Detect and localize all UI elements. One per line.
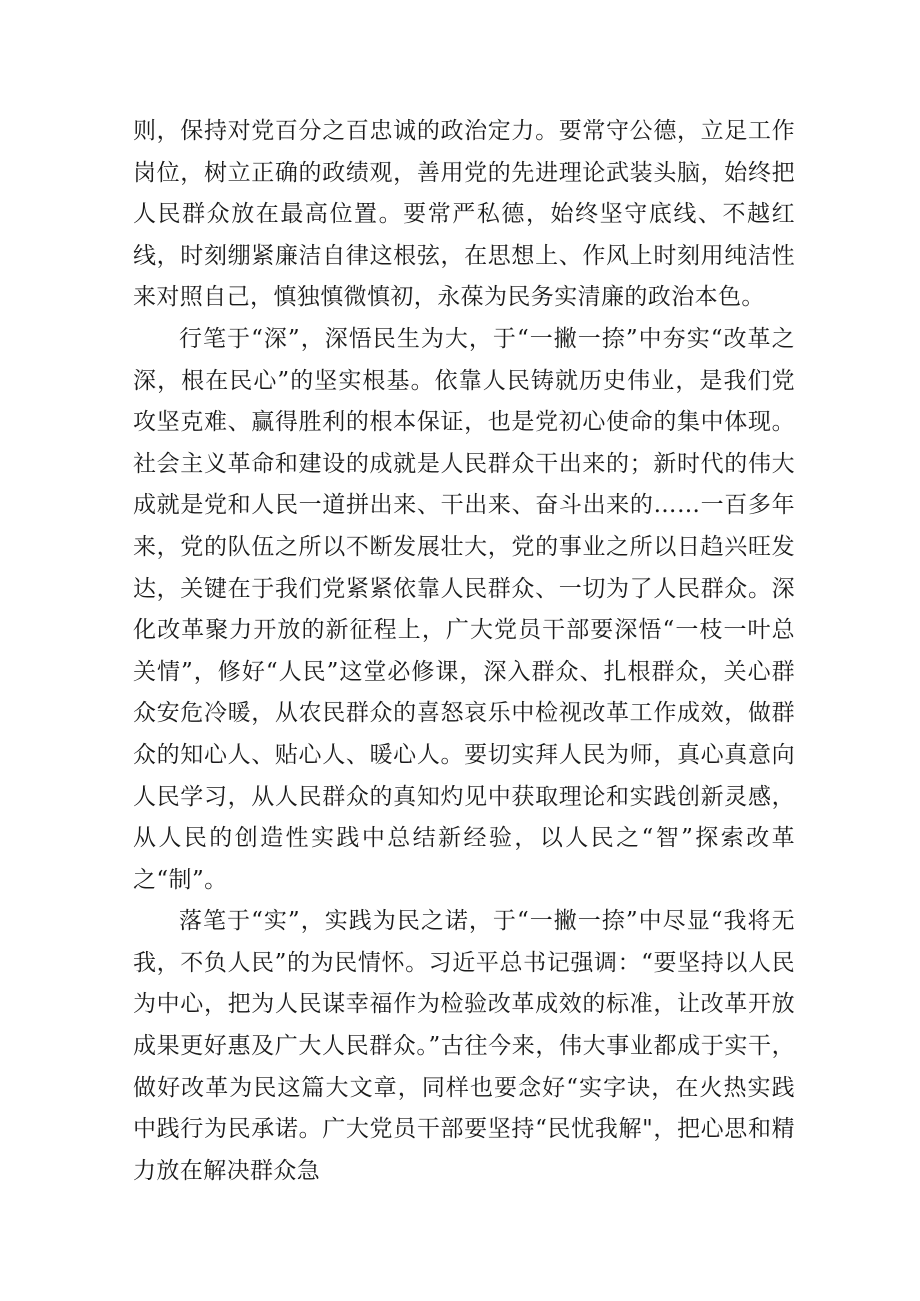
paragraph-shen: 行笔于“深”，深悟民生为大，于“一撇一捺”中夯实“改革之深，根在民心”的坚实根基。依靠人民铸就历史伟业，是我们党攻坚克难、赢得胜利的根本保证，也是党初心使命的集中体现。社会主义革命和建设的成就是人民群众干出来的；新时代的伟大成就是党和人民一道拼出来、干出来、奋斗出来的……一百多年来，党的队伍之所以不断发展壮大，党的事业之所以日趋兴旺发达，关键在于我们党紧紧依靠人民群众、一切为了人民群众。深化改革聚力开放的新征程上，广大党员干部要深悟“一枝一叶总关情”，修好“人民”这堂必修课，深入群众、扎根群众，关心群众安危冷暖，从农民群众的喜怒哀乐中检视改革工作成效，做群众的知心人、贴心人、暖心人。要切实拜人民为师，真心真意向人民学习，从人民群众的真知灼见中获取理论和实践创新灵感，从人民的创造性实践中总结新经验，以人民之“智”探索改革之“制”。 (133, 325, 795, 893)
body-text (133, 111, 795, 1192)
paragraph-shi: 落笔于“实”，实践为民之诺，于“一撇一捺”中尽显“我将无我，不负人民”的为民情怀。习近平总书记强调：“要坚持以人民为中心，把为人民谋幸福作为检验改革成效的标准，让改革开放成果更好惠及广大人民群众。”古往今来，伟大事业都成于实干，做好改革为民这篇大文章，同样也要念好“实字诀，在火热实践中践行为民承诺。广大党员干部要坚持“民忧我解"，把心思和精力放在解决群众急 (133, 908, 795, 1184)
paragraph-continuation: 则，保持对党百分之百忠诚的政治定力。要常守公德，立足工作岗位，树立正确的政绩观，善用党的先进理论武装头脑，始终把人民群众放在最高位置。要常严私德，始终坚守底线、不越红线，时刻绷紧廉洁自律这根弦，在思想上、作风上时刻用纯洁性来对照自己，慎独慎微慎初，永葆为民务实清廉的政治本色。 (133, 118, 795, 311)
